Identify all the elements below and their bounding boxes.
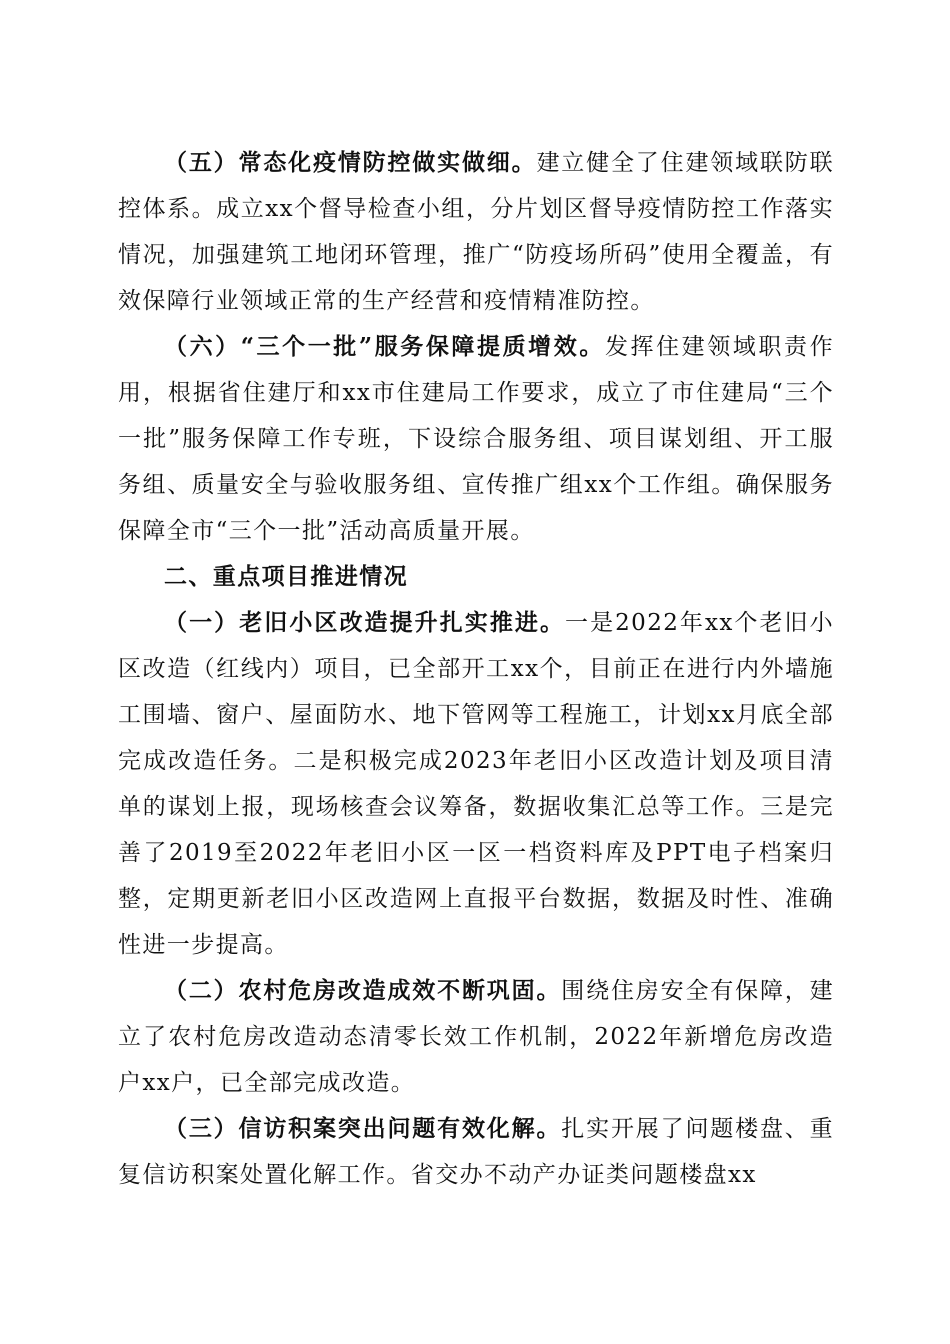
paragraph-body: 围绕住房安全有保障，建立了农村危房改造动态清零长效工作机制，2022年新增危房改造户xx户，已全部完成改造。: [118, 978, 834, 1096]
paragraph-body: 建立健全了住建领域联防联控体系。成立xx个督导检查小组，分片划区督导疫情防控工作落实情况，加强建筑工地闭环管理，推广“防疫场所码”使用全覆盖，有效保障行业领域正常的生产经营和疫情精准防控。: [118, 150, 835, 314]
paragraph-lead: （五）常态化疫情防控做实做细。: [164, 149, 537, 176]
paragraph-lead: （二）农村危房改造成效不断巩固。: [164, 977, 562, 1004]
document-page: [118, 140, 834, 1198]
paragraph-old-community: [118, 600, 834, 968]
paragraph-body: 一是2022年xx个老旧小区改造（红线内）项目，已全部开工xx个，目前正在进行内外墙施工围墙、窗户、屋面防水、地下管网等工程施工，计划xx月底全部完成改造任务。二是积极完成2023年老旧小区改造计划及项目清单的谋划上报，现场核查会议筹备，数据收集汇总等工作。三是完善了2019至2022年老旧小区一区一档资料库及PPT电子档案归整，定期更新老旧小区改造网上直报平台数据，数据及时性、准确性进一步提高。: [118, 610, 834, 958]
section-heading: 二、重点项目推进情况: [164, 563, 408, 590]
paragraph-petition-cases: [118, 1106, 834, 1198]
paragraph-lead: （一）老旧小区改造提升扎实推进。: [164, 609, 566, 636]
paragraph-body: 扎实开展了问题楼盘、重复信访积案处置化解工作。省交办不动产办证类问题楼盘xx: [118, 1116, 834, 1188]
paragraph-three-batches: [118, 324, 834, 554]
paragraph-epidemic-control: [118, 140, 834, 324]
paragraph-body: 发挥住建领域职责作用，根据省住建厅和xx市住建局工作要求，成立了市住建局“三个一批”服务保障工作专班，下设综合服务组、项目谋划组、开工服务组、质量安全与验收服务组、宣传推广组xx个工作组。确保服务保障全市“三个一批”活动高质量开展。: [118, 334, 834, 544]
paragraph-rural-housing: [118, 968, 834, 1106]
paragraph-lead: （三）信访积案突出问题有效化解。: [164, 1115, 562, 1142]
paragraph-lead: （六）“三个一批”服务保障提质增效。: [164, 333, 605, 360]
